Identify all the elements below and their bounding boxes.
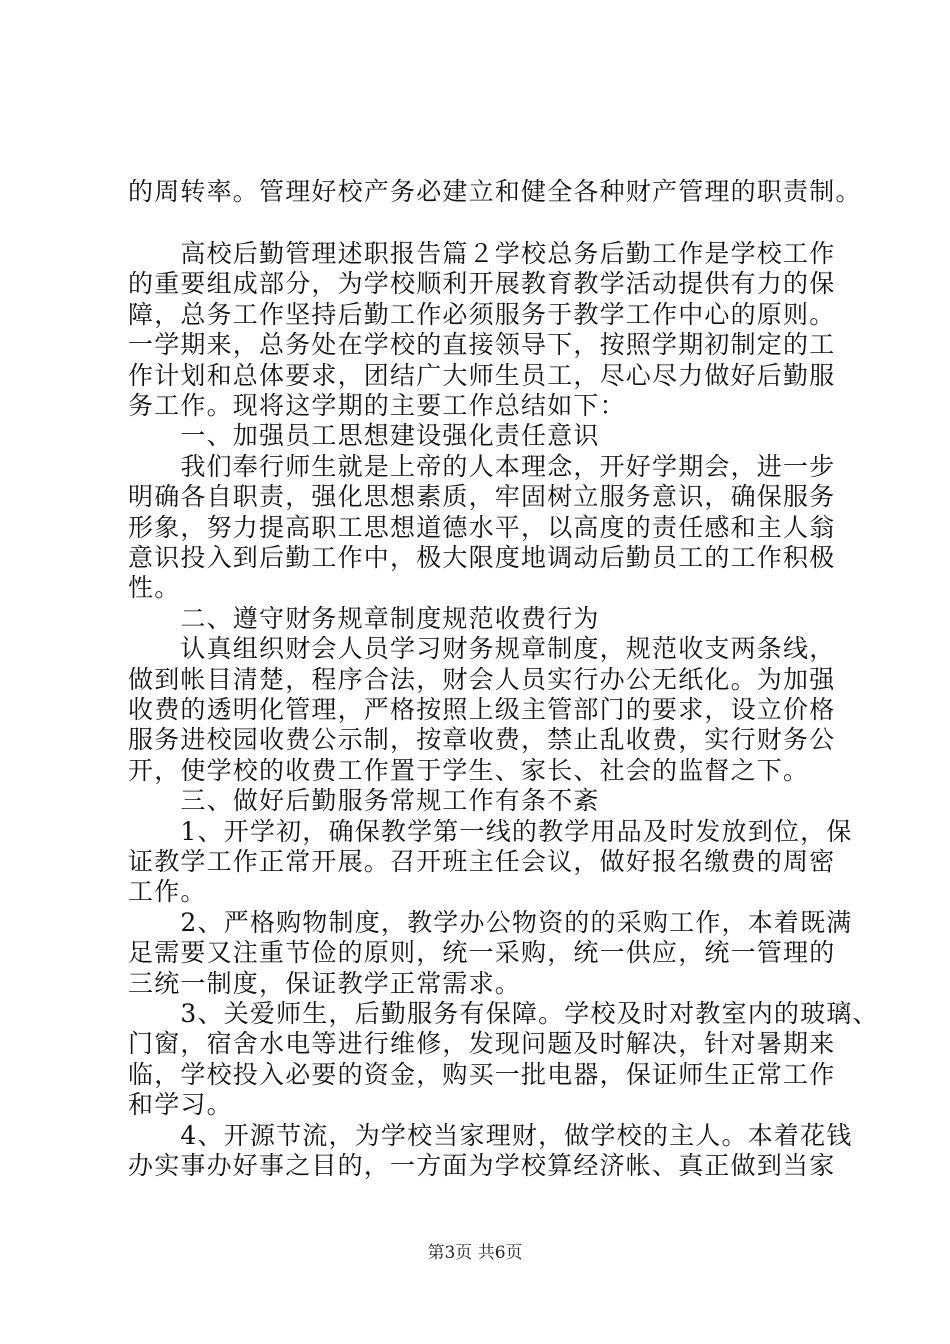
text-line: 工作。: [128, 877, 207, 907]
text-line: 临，学校投入必要的资金，购买一批电器，保证师生正常工作: [128, 1059, 836, 1089]
text-line: 证教学工作正常开展。召开班主任会议，做好报名缴费的周密: [128, 847, 836, 876]
text-line: 性。: [128, 573, 181, 603]
text-line: 明确各自职责，强化思想素质，牢固树立服务意识，确保服务: [128, 482, 836, 512]
text-line: 的重要组成部分，为学校顺利开展教育教学活动提供有力的保: [128, 269, 836, 299]
page-footer: 第3页 共6页: [427, 1243, 523, 1263]
text-line: 门窗，宿舍水电等进行维修，发现问题及时解决，针对暑期来: [128, 1029, 836, 1059]
text-line: 办实事办好事之目的，一方面为学校算经济帐、真正做到当家: [128, 1151, 836, 1180]
text-line: 高校后勤管理述职报告篇２学校总务后勤工作是学校工作: [128, 239, 836, 268]
text-line: 障，总务工作坚持后勤工作必须服务于教学工作中心的原则。: [128, 299, 836, 329]
text-line: 1、开学初，确保教学第一线的教学用品及时发放到位，保: [128, 816, 853, 846]
text-line: 三统一制度，保证教学正常需求。: [128, 968, 522, 998]
text-line: 4、开源节流，为学校当家理财，做学校的主人。本着花钱: [128, 1120, 853, 1150]
text-line: 我们奉行师生就是上帝的人本理念，开好学期会，进一步: [128, 451, 836, 481]
text-line: 收费的透明化管理，严格按照上级主管部门的要求，设立价格: [128, 695, 836, 724]
section-heading: 一、加强员工思想建设强化责任意识: [128, 421, 600, 451]
text-line: 和学习。: [128, 1090, 233, 1120]
text-line: 足需要又注重节俭的原则，统一采购，统一供应，统一管理的: [128, 938, 836, 968]
text-line: 3、关爱师生，后勤服务有保障。学校及时对教室内的玻璃、: [128, 999, 879, 1028]
text-line: 认真组织财会人员学习财务规章制度，规范收支两条线，: [128, 634, 836, 664]
section-heading: 二、遵守财务规章制度规范收费行为: [128, 603, 600, 633]
text-line: 做到帐目清楚，程序合法，财会人员实行办公无纸化。为加强: [128, 664, 836, 694]
text-line: 务工作。现将这学期的主要工作总结如下：: [128, 391, 626, 420]
text-line: 意识投入到后勤工作中，极大限度地调动后勤员工的工作积极: [128, 543, 836, 572]
text-line: 一学期来，总务处在学校的直接领导下，按照学期初制定的工: [128, 330, 836, 360]
text-line: 形象，努力提高职工思想道德水平，以高度的责任感和主人翁: [128, 512, 836, 542]
text-line: 2、严格购物制度，教学办公物资的的采购工作，本着既满: [128, 907, 853, 937]
text-line: 服务进校园收费公示制，按章收费，禁止乱收费，实行财务公: [128, 725, 836, 755]
text-line: 的周转率。管理好校产务必建立和健全各种财产管理的职责制。: [128, 177, 862, 206]
text-line: 开，使学校的收费工作置于学生、家长、社会的监督之下。: [128, 755, 810, 785]
text-line: 作计划和总体要求，团结广大师生员工，尽心尽力做好后勤服: [128, 360, 836, 390]
section-heading: 三、做好后勤服务常规工作有条不紊: [128, 786, 600, 816]
